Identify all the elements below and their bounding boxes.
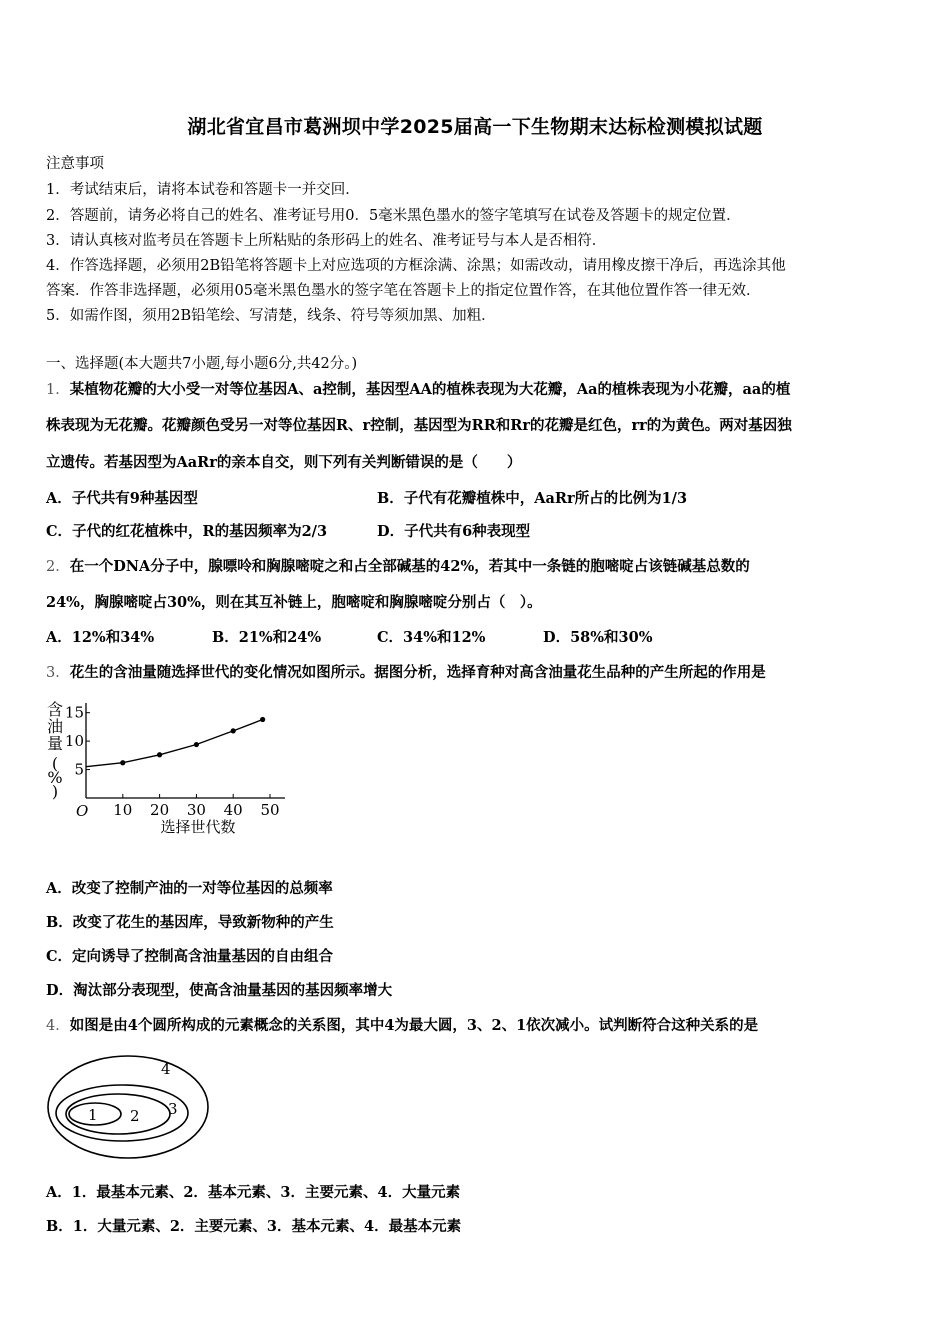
data-point bbox=[260, 717, 265, 722]
notice-item: 1．考试结束后，请将本试卷和答题卡一并交回． bbox=[46, 182, 360, 198]
notice-item: 3．请认真核对监考员在答题卡上所粘贴的条形码上的姓名、准考证号与本人是否相符． bbox=[46, 233, 607, 249]
question-number: 3． bbox=[46, 665, 70, 681]
q1-option-b: B．子代有花瓣植株中，AaRr所占的比例为1/3 bbox=[377, 490, 688, 507]
y-tick-label: 5 bbox=[74, 760, 84, 779]
q2-option-d: D．58%和30% bbox=[543, 629, 653, 646]
x-tick-label: 10 bbox=[113, 801, 133, 819]
oil-content-chart bbox=[40, 695, 300, 840]
question-4-line bbox=[46, 1014, 758, 1035]
y-axis-label-char: % bbox=[47, 768, 63, 787]
question-text: 花生的含油量随选择世代的变化情况如图所示。据图分析，选择育种对高含油量花生品种的产生所起的作用是 bbox=[69, 664, 766, 681]
circle-2 bbox=[66, 1094, 170, 1134]
y-tick-label: 10 bbox=[64, 732, 84, 751]
data-point bbox=[120, 760, 125, 765]
q3-option-d: D．淘汰部分表现型，使高含油量基因的基因频率增大 bbox=[46, 982, 393, 999]
notice-item: 2．答题前，请务必将自己的姓名、准考证号用0．5毫米黑色墨水的签字笔填写在试卷及答题卡的规定位置． bbox=[46, 208, 741, 224]
y-axis-label-char: 量 bbox=[46, 734, 64, 753]
q3-option-c: C．定向诱导了控制高含油量基因的自由组合 bbox=[46, 948, 334, 965]
question-text: 某植物花瓣的大小受一对等位基因A、a控制，基因型AA的植株表现为大花瓣，Aa的植株表现为小花瓣，aa的植 bbox=[69, 381, 791, 398]
notice-item: 答案．作答非选择题，必须用05毫米黑色墨水的签字笔在答题卡上的指定位置作答，在其他位置作答一律无效． bbox=[46, 283, 761, 299]
q3-option-a: A．改变了控制产油的一对等位基因的总频率 bbox=[46, 880, 333, 897]
notice-item: 4．作答选择题，必须用2B铅笔将答题卡上对应选项的方框涂满、涂黑；如需改动，请用橡皮擦干净后，再选涂其他 bbox=[46, 258, 786, 274]
oil-content-series-line bbox=[86, 720, 263, 767]
q2-option-c: C．34%和12% bbox=[377, 629, 486, 646]
section-heading: 一、选择题(本大题共7小题,每小题6分,共42分。) bbox=[46, 356, 358, 372]
question-2-line bbox=[46, 555, 750, 576]
x-tick-label: 40 bbox=[223, 801, 243, 819]
question-number: 4． bbox=[46, 1018, 70, 1034]
x-tick-label: 20 bbox=[150, 801, 170, 819]
y-axis-label-char: 油 bbox=[46, 717, 64, 736]
notice-heading: 注意事项 bbox=[46, 156, 104, 172]
x-axis-label: 选择世代数 bbox=[160, 818, 236, 836]
y-axis-label-char: 含 bbox=[46, 700, 64, 719]
question-1-line: 株表现为无花瓣。花瓣颜色受另一对等位基因R、r控制，基因型为RR和Rr的花瓣是红色，rr的为黄色。两对基因独 bbox=[46, 417, 792, 434]
circle-label-3: 3 bbox=[168, 1100, 178, 1118]
y-axis-label-char: ( bbox=[51, 754, 59, 773]
circle-label-4: 4 bbox=[161, 1060, 171, 1078]
q4-option-b: B．1．大量元素、2．主要元素、3．基本元素、4．最基本元素 bbox=[46, 1218, 462, 1235]
x-tick-label: 50 bbox=[260, 801, 280, 819]
y-axis-label-char: ) bbox=[51, 782, 59, 801]
question-2-line: 24%，胸腺嘧啶占30%，则在其互补链上，胞嘧啶和胸腺嘧啶分别占（ ）。 bbox=[46, 594, 542, 611]
q4-option-a: A．1．最基本元素、2．基本元素、3．主要元素、4．大量元素 bbox=[46, 1184, 461, 1201]
question-text: 在一个DNA分子中，腺嘌呤和胸腺嘧啶之和占全部碱基的42%，若其中一条链的胞嘧啶占该链碱基总数的 bbox=[69, 558, 750, 575]
circle-label-2: 2 bbox=[130, 1107, 140, 1125]
q3-option-b: B．改变了花生的基因库，导致新物种的产生 bbox=[46, 914, 334, 931]
origin-label: O bbox=[76, 802, 89, 820]
notice-item: 5．如需作图，须用2B铅笔绘、写清楚，线条、符号等须加黑、加粗． bbox=[46, 308, 496, 324]
x-tick-label: 30 bbox=[186, 801, 206, 819]
q2-option-b: B．21%和24% bbox=[212, 629, 322, 646]
question-text: 如图是由4个圆所构成的元素概念的关系图，其中4为最大圆，3、2、1依次减小。试判断符合这种关系的是 bbox=[69, 1017, 759, 1034]
q2-option-a: A．12%和34% bbox=[46, 629, 155, 646]
question-3-line bbox=[46, 661, 766, 682]
question-number: 1． bbox=[46, 382, 70, 398]
element-concept-venn-diagram bbox=[44, 1045, 214, 1163]
q1-option-a: A．子代共有9种基因型 bbox=[46, 490, 198, 507]
data-point bbox=[157, 752, 162, 757]
circle-4 bbox=[48, 1056, 208, 1158]
question-1-line: 立遗传。若基因型为AaRr的亲本自交，则下列有关判断错误的是（ ） bbox=[46, 454, 522, 471]
y-tick-label: 15 bbox=[64, 703, 84, 722]
q1-option-c: C．子代的红花植株中，R的基因频率为2/3 bbox=[46, 523, 328, 540]
q1-option-d: D．子代共有6种表现型 bbox=[377, 523, 531, 540]
question-number: 2． bbox=[46, 559, 70, 575]
page-title: 湖北省宜昌市葛洲坝中学2025届高一下生物期末达标检测模拟试题 bbox=[187, 116, 763, 138]
question-1-line bbox=[46, 378, 790, 399]
data-point bbox=[231, 728, 236, 733]
circle-label-1: 1 bbox=[88, 1106, 98, 1124]
data-point bbox=[194, 742, 199, 747]
